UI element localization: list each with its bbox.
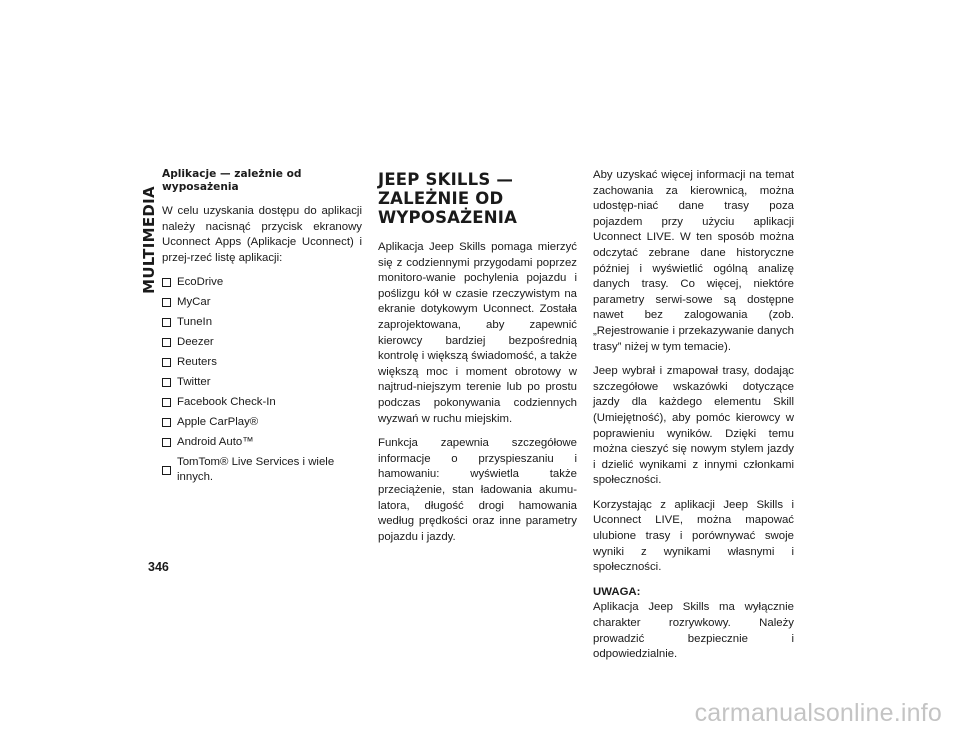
checkbox-square-icon [162,418,171,427]
paragraph: Funkcja zapewnia szczegółowe informacje o przyspieszaniu i hamowaniu: wyświetla także przeciążenie, stan ładowania akumu-latora, długość drogi hamowania według prędkości oraz inne parametry pojazdu i jazdy. [378,437,577,543]
list-item: TomTom® Live Services i wiele innych. [162,455,362,485]
column-left [162,168,362,490]
paragraph: Jeep wybrał i zmapował trasy, dodając szczegółowe wskazówki dotyczące jazdy dla każdego elementu Skill (Umiejętność), aby pomóc kierowcy w poprawieniu wyników. Dzięki temu można cieszyć się nowym stylem jazdy i dzielić wynikami z innymi członkami społeczności. [593,365,794,487]
list-item: Reuters [162,355,362,370]
list-item: Android Auto™ [162,435,362,450]
column-right [593,168,794,663]
apps-intro: W celu uzyskania dostępu do aplikacji należy nacisnąć przycisk ekranowy Uconnect Apps (Aplikacje Uconnect) i przej-rzeć listę aplikacji: [162,205,362,264]
checkbox-square-icon [162,358,171,367]
list-item: Facebook Check-In [162,395,362,410]
list-item: TuneIn [162,315,362,330]
list-item: Apple CarPlay® [162,415,362,430]
note-block [593,585,794,663]
checkbox-square-icon [162,278,171,287]
apps-heading: Aplikacje — zależnie od wyposażenia [162,168,302,193]
note-text: Aplikacja Jeep Skills ma wyłącznie charakter rozrywkowy. Należy prowadzić bezpiecznie i odpowiedzialnie. [593,601,794,661]
paragraph: Aby uzyskać więcej informacji na temat zachowania za kierownicą, można udostęp-niać dane trasy poza pojazdem przy użyciu aplikacji Uconnect LIVE. W ten sposób można odczytać zebrane dane historyczne później i wyświetlić ogólną analizę danych trasy. Co więcej, niektóre parametry serwi-sowe są dostępne nawet bez zalogowania (zob. „Rejestrowanie i przekazywanie danych trasy” niżej w tym temacie). [593,169,794,353]
column-middle [378,168,577,554]
checkbox-square-icon [162,298,171,307]
page-number: 346 [148,560,169,574]
checkbox-square-icon [162,338,171,347]
checkbox-square-icon [162,378,171,387]
paragraph: Korzystając z aplikacji Jeep Skills i Uconnect LIVE, można mapować ulubione trasy i porównywać swoje wyniki z wynikami własnymi i społeczności. [593,498,794,574]
list-item: Twitter [162,375,362,390]
section-tab-label: MULTIMEDIA [140,186,158,294]
watermark: carmanualsonline.info [694,699,942,727]
section-title: JEEP SKILLS — ZALEŻNIE OD WYPOSAŻENIA [378,170,518,227]
checkbox-square-icon [162,466,171,475]
list-item: Deezer [162,335,362,350]
checkbox-square-icon [162,398,171,407]
note-label: UWAGA: [593,585,641,598]
checkbox-square-icon [162,318,171,327]
apps-list [162,275,362,485]
paragraph: Aplikacja Jeep Skills pomaga mierzyć się z codziennymi przygodami poprzez monitoro-wanie pochylenia pojazdu i poślizgu kół w czasie rzeczywistym na ekranie dotykowym Uconnect. Została zaprojektowana, aby zapewnić kierowcy bardziej bezpośrednią kontrolę i większą świadomość, a także większą moc i moment obrotowy w najtrud-niejszym terenie lub po prostu podczas pokonywania codziennych wyzwań w ruchu miejskim. [378,241,577,425]
checkbox-square-icon [162,438,171,447]
list-item: MyCar [162,295,362,310]
list-item: EcoDrive [162,275,362,290]
section-tab [138,175,160,305]
